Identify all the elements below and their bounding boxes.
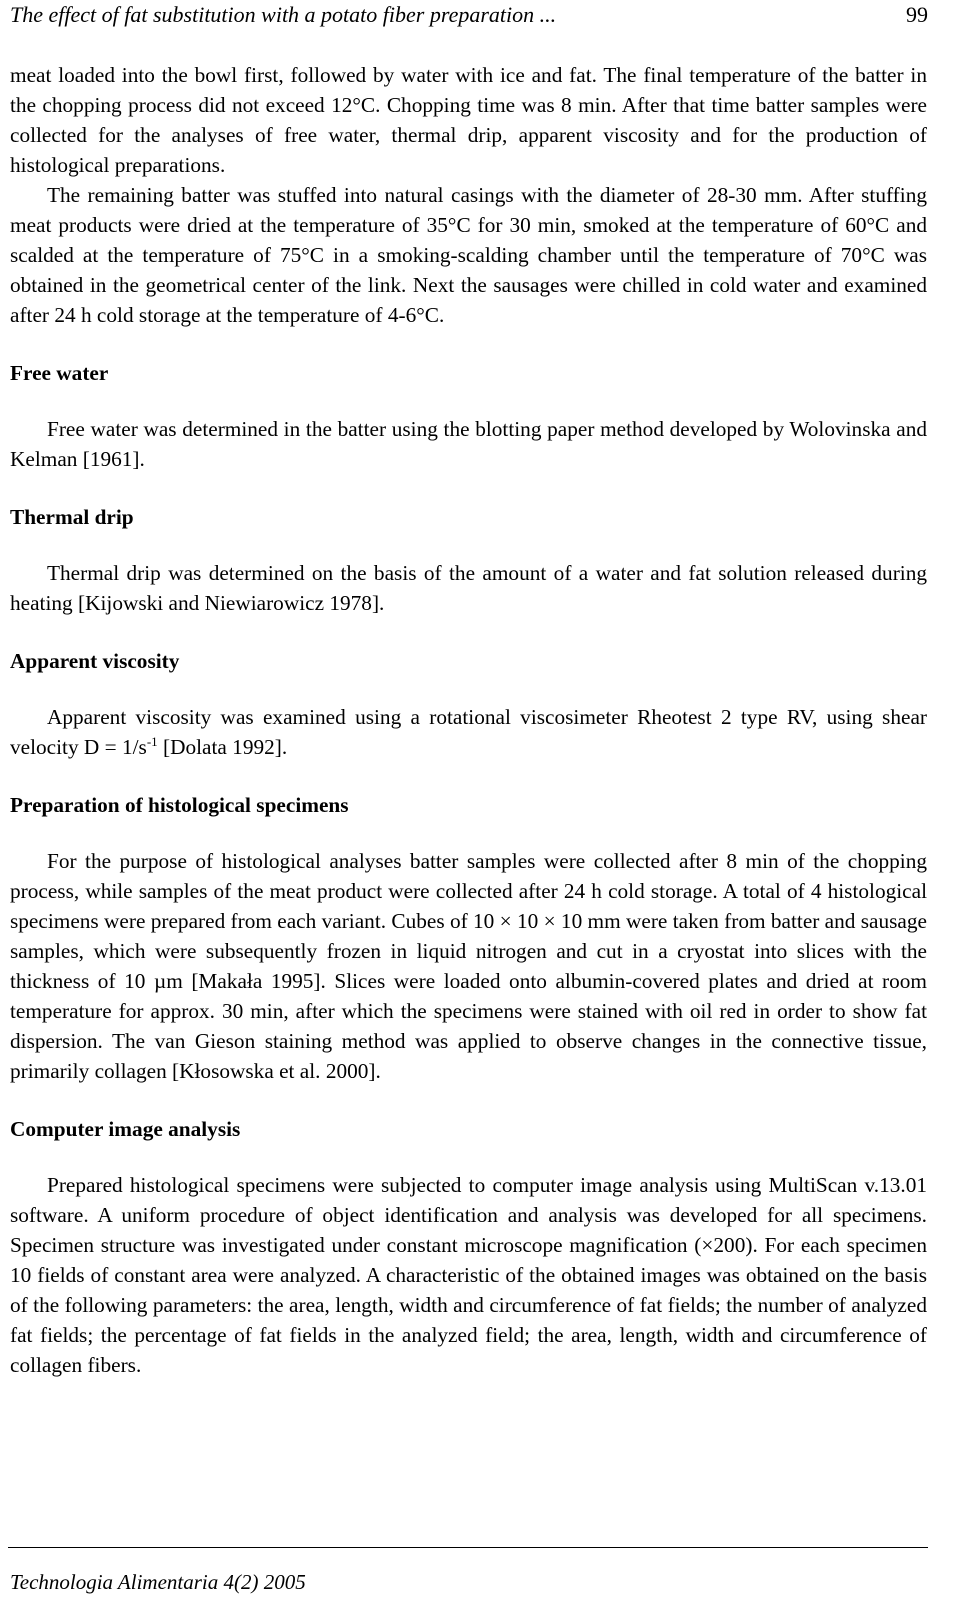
paragraph: For the purpose of histological analyses batter samples were collected after 8 min of the chopping process, while samples of the meat product were collected after 24 h cold storage. A total of 4 histological specimens were prepared from each variant. Cubes of 10 × 10 × 10 mm were taken from batter and sausage samples, which were subsequently frozen in liquid nitrogen and cut in a cryostat into slices with the thickness of 10 µm [Makała 1995]. Slices were loaded onto albumin-covered plates and dried at room temperature for approx. 30 min, after which the specimens were stained with oil red in order to show fat dispersion. The van Gieson staining method was applied to observe changes in the connective tissue, primarily collagen [Kłosowska et al. 2000]. [10, 849, 927, 1083]
paragraph-text: [Dolata 1992]. [157, 735, 288, 759]
section-heading-thermal-drip: Thermal drip [10, 505, 134, 529]
superscript: -1 [146, 734, 158, 749]
section-heading-computer-image-analysis: Computer image analysis [10, 1117, 241, 1141]
paragraph: Prepared histological specimens were subjected to computer image analysis using MultiScan v.13.01 software. A uniform procedure of object identification and analysis was developed for all specimens. Specimen structure was investigated under constant microscope magnification (×200). For each specimen 10 fields of constant area were analyzed. A characteristic of the obtained images was obtained on the basis of the following parameters: the area, length, width and circumference of fat fields; the number of analyzed fat fields; the percentage of fat fields in the analyzed field; the area, length, width and circumference of collagen fibers. [10, 1173, 927, 1377]
journal-footer: Technologia Alimentaria 4(2) 2005 [10, 1570, 306, 1594]
footer-divider [8, 1547, 928, 1548]
section-heading-free-water: Free water [10, 361, 109, 385]
running-title: The effect of fat substitution with a potato fiber preparation ... [10, 2, 557, 27]
article-body [10, 60, 927, 1380]
paragraph: Free water was determined in the batter using the blotting paper method developed by Wolovinska and Kelman [1961]. [10, 417, 927, 471]
running-header [10, 0, 928, 30]
paragraph-text: Apparent viscosity was examined using a rotational viscosimeter Rheotest 2 type RV, using shear velocity D = 1/s [10, 705, 927, 759]
paragraph: meat loaded into the bowl first, followed by water with ice and fat. The final temperature of the batter in the chopping process did not exceed 12°C. Chopping time was 8 min. After that time batter samples were collected for the analyses of free water, thermal drip, apparent viscosity and for the production of histological preparations. [10, 63, 927, 177]
paragraph: Thermal drip was determined on the basis of the amount of a water and fat solution released during heating [Kijowski and Niewiarowicz 1978]. [10, 561, 927, 615]
paragraph [10, 702, 927, 762]
section-heading-apparent-viscosity: Apparent viscosity [10, 649, 180, 673]
page-number: 99 [906, 2, 928, 27]
section-heading-histological-specimens: Preparation of histological specimens [10, 793, 349, 817]
paragraph: The remaining batter was stuffed into natural casings with the diameter of 28-30 mm. After stuffing meat products were dried at the temperature of 35°C for 30 min, smoked at the temperature of 60°C and scalded at the temperature of 75°C in a smoking-scalding chamber until the temperature of 70°C was obtained in the geometrical center of the link. Next the sausages were chilled in cold water and examined after 24 h cold storage at the temperature of 4-6°C. [10, 183, 927, 327]
